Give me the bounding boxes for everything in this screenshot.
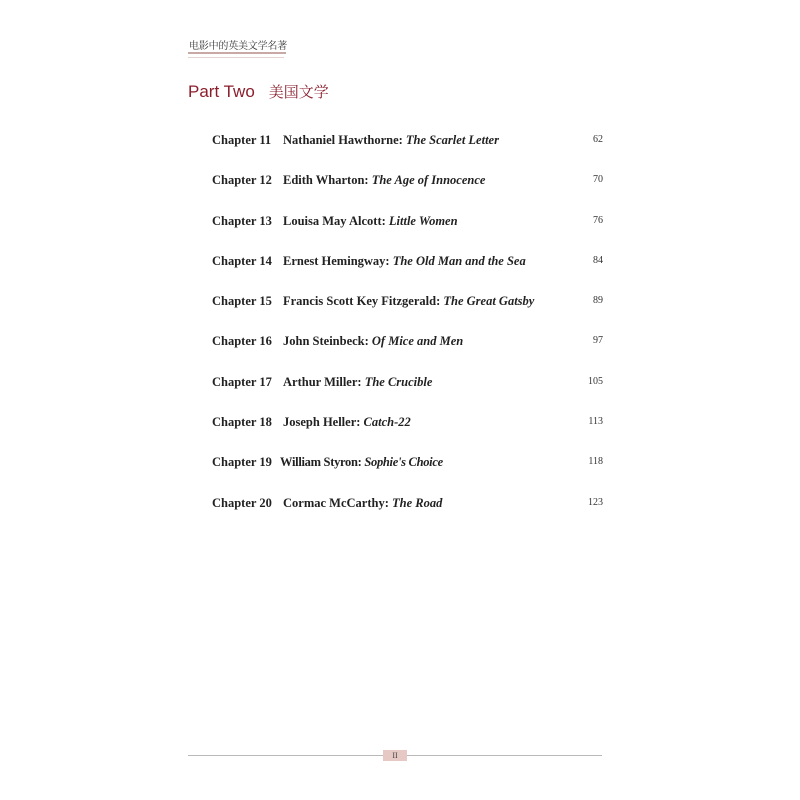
work-title: The Old Man and the Sea bbox=[392, 253, 526, 268]
chapter-number: Chapter 19 bbox=[212, 455, 272, 470]
toc-entry[interactable] bbox=[212, 130, 604, 170]
work-title: Sophie's Choice bbox=[364, 455, 443, 470]
author-name: Edith Wharton: bbox=[283, 173, 369, 188]
book-title: 电影中的英美文学名著 bbox=[189, 41, 287, 52]
toc-entry[interactable] bbox=[212, 291, 604, 331]
chapter-entry bbox=[283, 494, 442, 512]
header-rule bbox=[188, 54, 284, 58]
page-number: 70 bbox=[593, 174, 603, 186]
page-number: 97 bbox=[593, 335, 603, 347]
author-name: Arthur Miller: bbox=[283, 374, 362, 389]
chapter-entry bbox=[283, 131, 499, 149]
page-number: 89 bbox=[593, 295, 603, 307]
chapter-entry bbox=[283, 252, 526, 270]
author-name: Louisa May Alcott: bbox=[283, 213, 386, 228]
chapter-number: Chapter 13 bbox=[212, 213, 272, 228]
author-name: John Steinbeck: bbox=[283, 334, 369, 349]
page-number: 76 bbox=[593, 214, 603, 226]
author-name: Joseph Heller: bbox=[283, 415, 361, 430]
part-label: Part Two bbox=[188, 82, 255, 101]
page-number: 123 bbox=[588, 496, 603, 508]
part-heading bbox=[188, 81, 329, 102]
running-header bbox=[188, 36, 286, 54]
page-number: 84 bbox=[593, 254, 603, 266]
work-title: The Crucible bbox=[364, 374, 433, 389]
chapter-number: Chapter 11 bbox=[212, 133, 272, 147]
chapter-number: Chapter 18 bbox=[212, 415, 272, 430]
chapter-number: Chapter 20 bbox=[212, 495, 272, 510]
chapter-number: Chapter 14 bbox=[212, 253, 272, 268]
chapter-entry bbox=[283, 332, 463, 350]
author-name: William Styron: bbox=[280, 455, 362, 470]
work-title: Catch-22 bbox=[363, 415, 411, 430]
work-title: The Great Gatsby bbox=[443, 294, 535, 309]
page-number: 118 bbox=[588, 456, 603, 468]
chapter-entry bbox=[283, 212, 458, 230]
page-number: 62 bbox=[593, 134, 603, 145]
footer-page-number: II bbox=[383, 750, 407, 761]
work-title: The Road bbox=[391, 495, 443, 510]
chapter-number: Chapter 12 bbox=[212, 173, 272, 188]
author-name: Francis Scott Key Fitzgerald: bbox=[283, 294, 441, 309]
work-title: Little Women bbox=[388, 213, 458, 228]
chapter-number: Chapter 16 bbox=[212, 334, 272, 349]
page-number: 113 bbox=[588, 416, 603, 428]
toc-entry[interactable] bbox=[212, 412, 604, 452]
page-number: 105 bbox=[588, 375, 603, 387]
author-name: Cormac McCarthy: bbox=[283, 495, 389, 510]
toc-entry[interactable] bbox=[212, 331, 604, 371]
author-name: Nathaniel Hawthorne: bbox=[283, 133, 403, 147]
toc-entry[interactable] bbox=[212, 452, 604, 492]
chapter-number: Chapter 17 bbox=[212, 374, 272, 389]
chapter-entry bbox=[283, 373, 432, 391]
chapter-entry bbox=[283, 171, 485, 189]
toc-entry[interactable] bbox=[212, 211, 604, 251]
chapter-entry bbox=[283, 292, 534, 310]
chapter-number: Chapter 15 bbox=[212, 294, 272, 309]
toc-entry[interactable] bbox=[212, 170, 604, 210]
work-title: The Scarlet Letter bbox=[405, 133, 499, 147]
table-of-contents bbox=[212, 130, 604, 533]
toc-entry[interactable] bbox=[212, 251, 604, 291]
toc-entry[interactable] bbox=[212, 372, 604, 412]
toc-entry[interactable] bbox=[212, 493, 604, 533]
author-name: Ernest Hemingway: bbox=[283, 253, 390, 268]
chapter-entry bbox=[280, 453, 443, 471]
work-title: Of Mice and Men bbox=[371, 334, 464, 349]
work-title: The Age of Innocence bbox=[371, 173, 486, 188]
chapter-entry bbox=[283, 413, 411, 431]
part-title-cn: 美国文学 bbox=[268, 83, 329, 101]
